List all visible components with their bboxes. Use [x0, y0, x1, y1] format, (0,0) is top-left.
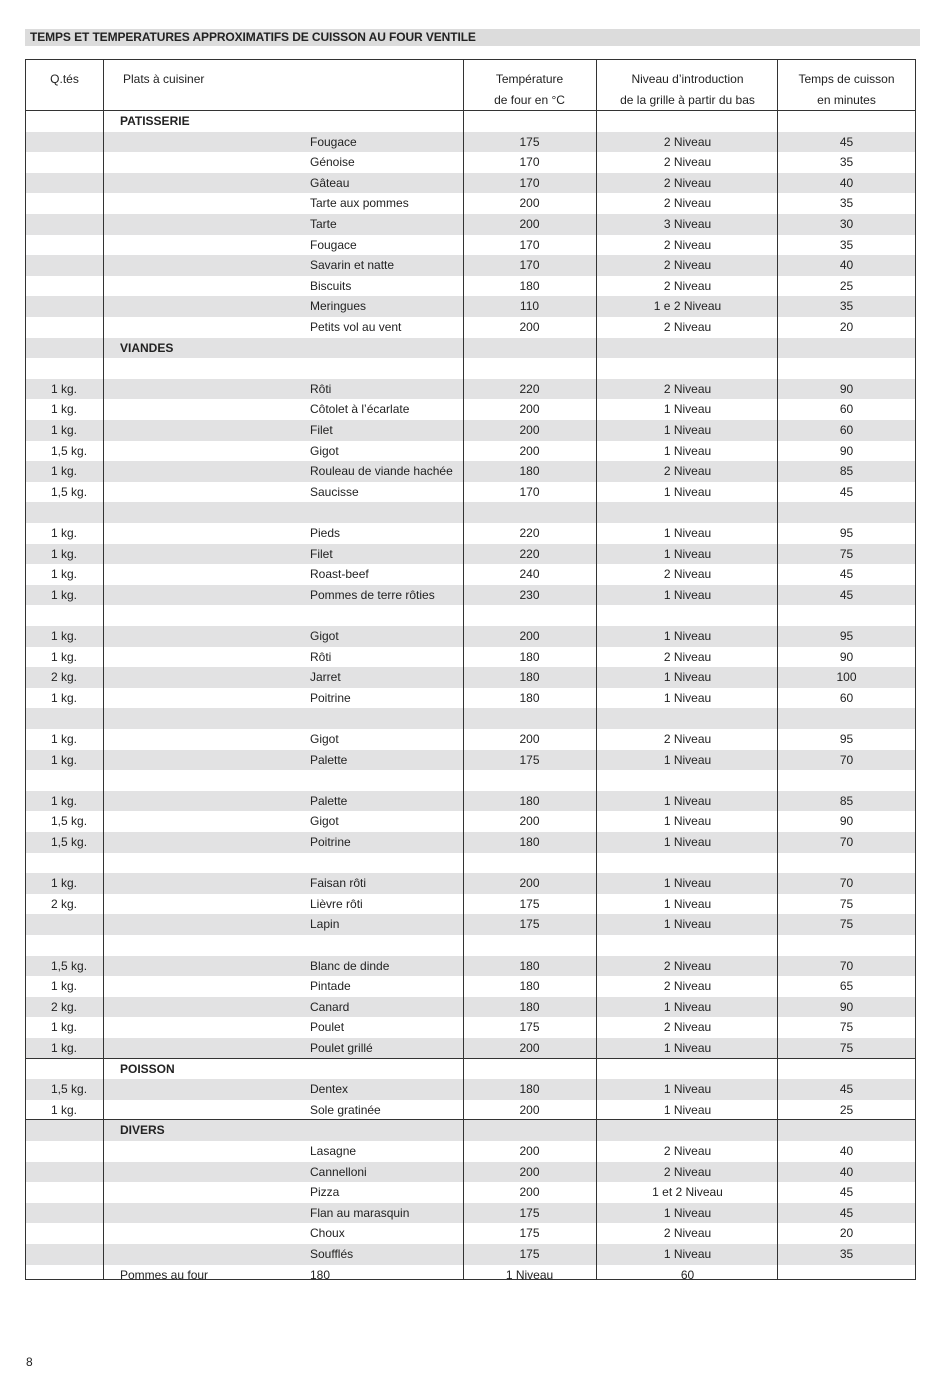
quantity-cell: 1 kg. [51, 402, 78, 417]
time-cell: 90 [839, 814, 854, 829]
quantity-cell: 1 kg. [51, 587, 78, 602]
table-row [26, 1141, 915, 1162]
temperature-cell: 200 [519, 423, 540, 437]
time-cell: 60 [680, 1267, 695, 1282]
time-cell: 45 [839, 1185, 854, 1200]
table-row [26, 853, 915, 874]
table-row [26, 276, 915, 297]
level-cell: 1 Niveau [663, 793, 712, 808]
time-cell: 60 [839, 402, 854, 417]
dish-cell: Gigot [310, 732, 339, 746]
table-row [26, 1182, 915, 1203]
level-cell: 1 Niveau [663, 917, 712, 932]
dish-cell: Fougace [310, 134, 357, 149]
temperature-cell: 175 [519, 1247, 540, 1261]
level-cell: 1 Niveau [663, 1205, 712, 1220]
temperature-cell: 200 [519, 629, 540, 643]
time-cell: 75 [839, 1041, 854, 1055]
dish-cell: Poulet [310, 1020, 345, 1035]
table-row [26, 152, 915, 173]
dish-cell: Génoise [310, 155, 355, 170]
level-cell: 1 Niveau [663, 629, 712, 643]
temperature-cell: 180 [519, 1082, 540, 1097]
level-cell: 1 Niveau [663, 484, 712, 499]
dish-cell: Biscuits [310, 278, 352, 293]
dish-cell: Tarte [310, 217, 337, 231]
quantity-cell: 1,5 kg. [51, 814, 88, 829]
quantity-cell: 1 kg. [51, 526, 78, 540]
time-cell: 25 [839, 1102, 854, 1117]
temperature-cell: 170 [519, 258, 540, 273]
table-row [26, 667, 915, 688]
dish-cell: Canard [310, 999, 350, 1014]
dish-cell: Jarret [310, 670, 341, 685]
table-row [26, 564, 915, 585]
section-row [26, 1059, 915, 1080]
level-cell: 2 Niveau [663, 155, 712, 170]
level-cell: 2 Niveau [663, 175, 712, 190]
temperature-cell: 200 [519, 443, 540, 458]
temperature-cell: 180 [519, 649, 540, 664]
temperature-cell: 220 [519, 381, 540, 396]
dish-cell: Palette [310, 752, 348, 767]
temperature-cell: 180 [519, 835, 540, 849]
temperature-cell: 200 [519, 1041, 540, 1055]
dish-cell: Dentex [310, 1082, 349, 1097]
temperature-cell: 200 [519, 814, 540, 829]
dish-cell: Palette [310, 793, 348, 808]
table-row [26, 255, 915, 276]
level-cell: 2 Niveau [663, 320, 712, 334]
header-temp-2: de four en °C [494, 93, 565, 107]
time-cell: 90 [839, 649, 854, 664]
dish-cell: Choux [310, 1226, 345, 1241]
table-row [26, 750, 915, 771]
dish-cell: Poulet grillé [310, 1041, 373, 1055]
temperature-cell: 170 [519, 175, 540, 190]
temperature-cell: 180 [310, 1267, 331, 1282]
table-row [26, 1100, 915, 1121]
table-row [26, 956, 915, 977]
dish-cell: Fougace [310, 237, 357, 252]
table-row [26, 317, 915, 338]
temperature-cell: 200 [519, 217, 540, 231]
table-row [26, 482, 915, 503]
dish-cell: Pintade [310, 979, 351, 994]
quantity-cell: 1,5 kg. [51, 835, 88, 849]
time-cell: 40 [839, 1164, 854, 1179]
quantity-cell: 1 kg. [51, 464, 78, 479]
temperature-cell: 200 [519, 402, 540, 417]
dish-cell: Poitrine [310, 835, 351, 849]
table-row [26, 461, 915, 482]
level-cell: 1 e 2 Niveau [653, 299, 722, 314]
dish-cell: Roast-beef [310, 567, 369, 582]
quantity-cell: 1 kg. [51, 1041, 78, 1055]
level-cell: 1 Niveau [663, 1041, 712, 1055]
quantity-cell: 1 kg. [51, 1102, 78, 1117]
table-row [26, 914, 915, 935]
quantity-cell: 1 kg. [51, 752, 78, 767]
time-cell: 100 [836, 670, 857, 685]
level-cell: 1 Niveau [663, 876, 712, 891]
table-row [26, 1265, 915, 1286]
level-cell: 2 Niveau [663, 649, 712, 664]
time-cell: 40 [839, 258, 854, 273]
level-cell: 1 Niveau [663, 814, 712, 829]
section-divider [26, 1119, 915, 1120]
table-row [26, 708, 915, 729]
section-row [26, 1120, 915, 1141]
level-cell: 2 Niveau [663, 958, 712, 973]
time-cell: 40 [839, 175, 854, 190]
time-cell: 35 [839, 155, 854, 170]
temperature-cell: 200 [519, 1164, 540, 1179]
time-cell: 70 [839, 752, 854, 767]
time-cell: 30 [839, 217, 854, 231]
level-cell: 2 Niveau [663, 134, 712, 149]
dish-cell: Rouleau de viande hachée [310, 464, 453, 479]
dish-cell: Blanc de dinde [310, 958, 390, 973]
level-cell: 1 Niveau [505, 1267, 554, 1282]
level-cell: 1 Niveau [663, 1082, 712, 1097]
level-cell: 1 Niveau [663, 423, 712, 437]
time-cell: 75 [839, 896, 854, 911]
time-cell: 40 [839, 1144, 854, 1158]
time-cell: 75 [839, 917, 854, 932]
table-row [26, 873, 915, 894]
level-cell: 2 Niveau [663, 278, 712, 293]
time-cell: 85 [839, 793, 854, 808]
quantity-cell: 1 kg. [51, 690, 78, 705]
dish-cell: Pommes au four [120, 1267, 209, 1282]
temperature-cell: 180 [519, 278, 540, 293]
table-row [26, 1038, 915, 1059]
header-time-2: en minutes [817, 93, 876, 107]
quantity-cell: 1 kg. [51, 793, 78, 808]
level-cell: 1 Niveau [663, 752, 712, 767]
temperature-cell: 180 [519, 464, 540, 479]
table-row [26, 358, 915, 379]
temperature-cell: 200 [519, 1185, 540, 1200]
temperature-cell: 240 [519, 567, 540, 582]
dish-cell: Gâteau [310, 175, 350, 190]
page-title: TEMPS ET TEMPERATURES APPROXIMATIFS DE CUISSON AU FOUR VENTILE [30, 30, 476, 44]
level-cell: 1 et 2 Niveau [652, 1185, 723, 1200]
table-row [26, 605, 915, 626]
table-row [26, 1203, 915, 1224]
time-cell: 65 [839, 979, 854, 994]
dish-cell: Soufflés [310, 1247, 354, 1261]
temperature-cell: 180 [519, 958, 540, 973]
section-label: POISSON [120, 1061, 175, 1076]
time-cell: 35 [839, 1247, 854, 1261]
time-cell: 70 [839, 835, 854, 849]
column-divider [103, 60, 104, 1279]
temperature-cell: 170 [519, 237, 540, 252]
time-cell: 70 [839, 958, 854, 973]
quantity-cell: 1,5 kg. [51, 484, 88, 499]
time-cell: 20 [839, 1226, 854, 1241]
level-cell: 1 Niveau [663, 690, 712, 705]
quantity-cell: 1 kg. [51, 567, 78, 582]
time-cell: 95 [839, 732, 854, 746]
column-divider [463, 60, 464, 1279]
level-cell: 1 Niveau [663, 443, 712, 458]
level-cell: 2 Niveau [663, 381, 712, 396]
quantity-cell: 1 kg. [51, 423, 78, 437]
quantity-cell: 1,5 kg. [51, 958, 88, 973]
cooking-table [25, 59, 916, 1280]
table-row [26, 1162, 915, 1183]
table-row [26, 399, 915, 420]
table-row [26, 976, 915, 997]
level-cell: 1 Niveau [663, 670, 712, 685]
time-cell: 45 [839, 567, 854, 582]
table-row [26, 1244, 915, 1265]
table-row [26, 379, 915, 400]
dish-cell: Lapin [310, 917, 340, 932]
level-cell: 2 Niveau [663, 1226, 712, 1241]
temperature-cell: 175 [519, 134, 540, 149]
level-cell: 2 Niveau [663, 1020, 712, 1035]
table-row [26, 420, 915, 441]
time-cell: 45 [839, 1205, 854, 1220]
time-cell: 45 [839, 1082, 854, 1097]
level-cell: 1 Niveau [663, 402, 712, 417]
temperature-cell: 170 [519, 155, 540, 170]
table-row [26, 832, 915, 853]
temperature-cell: 200 [519, 196, 540, 211]
header-level-1: Niveau d’introduction [631, 72, 744, 86]
time-cell: 75 [839, 546, 854, 561]
dish-cell: Filet [310, 546, 333, 561]
level-cell: 1 Niveau [663, 587, 712, 602]
quantity-cell: 1 kg. [51, 732, 78, 746]
column-divider [777, 60, 778, 1279]
table-row [26, 1017, 915, 1038]
level-cell: 2 Niveau [663, 258, 712, 273]
temperature-cell: 230 [519, 587, 540, 602]
time-cell: 90 [839, 381, 854, 396]
temperature-cell: 175 [519, 896, 540, 911]
temperature-cell: 110 [519, 299, 540, 314]
temperature-cell: 175 [519, 1205, 540, 1220]
temperature-cell: 200 [519, 1102, 540, 1117]
table-row [26, 1079, 915, 1100]
quantity-cell: 1 kg. [51, 876, 78, 891]
time-cell: 90 [839, 999, 854, 1014]
dish-cell: Flan au marasquin [310, 1205, 410, 1220]
header-dish: Plats à cuisiner [123, 72, 205, 86]
dish-cell: Sole gratinée [310, 1102, 381, 1117]
section-divider [26, 1058, 915, 1059]
temperature-cell: 175 [519, 1020, 540, 1035]
section-row [26, 111, 915, 132]
temperature-cell: 180 [519, 979, 540, 994]
time-cell: 35 [839, 196, 854, 211]
dish-cell: Petits vol au vent [310, 320, 402, 334]
time-cell: 90 [839, 443, 854, 458]
quantity-cell: 1 kg. [51, 1020, 78, 1035]
quantity-cell: 2 kg. [51, 999, 78, 1014]
table-row [26, 626, 915, 647]
level-cell: 2 Niveau [663, 196, 712, 211]
time-cell: 70 [839, 876, 854, 891]
header-divider [26, 110, 915, 111]
level-cell: 1 Niveau [663, 526, 712, 540]
temperature-cell: 220 [519, 526, 540, 540]
dish-cell: Saucisse [310, 484, 359, 499]
quantity-cell: 2 kg. [51, 670, 78, 685]
section-label: DIVERS [120, 1123, 165, 1138]
temperature-cell: 180 [519, 793, 540, 808]
time-cell: 85 [839, 464, 854, 479]
dish-cell: Côtolet à l’écarlate [310, 402, 410, 417]
page-number: 8 [26, 1355, 33, 1369]
temperature-cell: 175 [519, 1226, 540, 1241]
dish-cell: Pizza [310, 1185, 340, 1200]
level-cell: 1 Niveau [663, 546, 712, 561]
dish-cell: Gigot [310, 814, 339, 829]
level-cell: 2 Niveau [663, 1164, 712, 1179]
level-cell: 2 Niveau [663, 979, 712, 994]
level-cell: 1 Niveau [663, 835, 712, 849]
time-cell: 45 [839, 484, 854, 499]
dish-cell: Lièvre rôti [310, 896, 363, 911]
time-cell: 45 [839, 134, 854, 149]
temperature-cell: 200 [519, 320, 540, 334]
quantity-cell: 1,5 kg. [51, 1082, 88, 1097]
level-cell: 1 Niveau [663, 1102, 712, 1117]
time-cell: 60 [839, 690, 854, 705]
time-cell: 75 [839, 1020, 854, 1035]
quantity-cell: 1,5 kg. [51, 443, 88, 458]
quantity-cell: 1 kg. [51, 546, 78, 561]
temperature-cell: 175 [519, 752, 540, 767]
quantity-cell: 2 kg. [51, 896, 78, 911]
temperature-cell: 200 [519, 876, 540, 891]
level-cell: 1 Niveau [663, 1247, 712, 1261]
time-cell: 25 [839, 278, 854, 293]
table-row [26, 1223, 915, 1244]
level-cell: 2 Niveau [663, 732, 712, 746]
table-row [26, 729, 915, 750]
temperature-cell: 200 [519, 1144, 540, 1158]
temperature-cell: 180 [519, 690, 540, 705]
table-row [26, 296, 915, 317]
temperature-cell: 220 [519, 546, 540, 561]
section-label: VIANDES [120, 340, 174, 355]
table-row [26, 502, 915, 523]
table-row [26, 441, 915, 462]
level-cell: 2 Niveau [663, 567, 712, 582]
temperature-cell: 180 [519, 999, 540, 1014]
time-cell: 20 [839, 320, 854, 334]
temperature-cell: 200 [519, 732, 540, 746]
dish-cell: Gigot [310, 443, 339, 458]
level-cell: 1 Niveau [663, 896, 712, 911]
title-bar [25, 29, 920, 46]
table-row [26, 791, 915, 812]
dish-cell: Pommes de terre rôties [310, 587, 435, 602]
dish-cell: Rôti [310, 381, 332, 396]
dish-cell: Savarin et natte [310, 258, 395, 273]
table-row [26, 214, 915, 235]
table-row [26, 811, 915, 832]
quantity-cell: 1 kg. [51, 649, 78, 664]
dish-cell: Filet [310, 423, 333, 437]
quantity-cell: 1 kg. [51, 979, 78, 994]
temperature-cell: 180 [519, 670, 540, 685]
table-row [26, 894, 915, 915]
dish-cell: Gigot [310, 629, 339, 643]
table-row [26, 770, 915, 791]
dish-cell: Meringues [310, 299, 367, 314]
table-row [26, 132, 915, 153]
level-cell: 2 Niveau [663, 464, 712, 479]
level-cell: 3 Niveau [663, 217, 712, 231]
temperature-cell: 170 [519, 484, 540, 499]
time-cell: 95 [839, 629, 854, 643]
header-temp-1: Température [495, 72, 564, 86]
table-row [26, 647, 915, 668]
time-cell: 95 [839, 526, 854, 540]
header-level-2: de la grille à partir du bas [620, 93, 755, 107]
table-row [26, 997, 915, 1018]
quantity-cell: 1 kg. [51, 629, 78, 643]
dish-cell: Rôti [310, 649, 332, 664]
dish-cell: Pieds [310, 526, 341, 540]
dish-cell: Poitrine [310, 690, 351, 705]
level-cell: 2 Niveau [663, 237, 712, 252]
table-row [26, 193, 915, 214]
table-row [26, 935, 915, 956]
table-row [26, 523, 915, 544]
header-time-1: Temps de cuisson [798, 72, 895, 86]
dish-cell: Cannelloni [310, 1164, 367, 1179]
time-cell: 60 [839, 423, 854, 437]
table-row [26, 544, 915, 565]
time-cell: 35 [839, 237, 854, 252]
dish-cell: Tarte aux pommes [310, 196, 409, 211]
table-row [26, 173, 915, 194]
time-cell: 35 [839, 299, 854, 314]
time-cell: 45 [839, 587, 854, 602]
section-row [26, 338, 915, 359]
table-row [26, 585, 915, 606]
dish-cell: Faisan rôti [310, 876, 367, 891]
section-label: PATISSERIE [120, 114, 190, 128]
table-row [26, 235, 915, 256]
column-divider [596, 60, 597, 1279]
temperature-cell: 175 [519, 917, 540, 932]
table-row [26, 688, 915, 709]
level-cell: 1 Niveau [663, 999, 712, 1014]
quantity-cell: 1 kg. [51, 381, 78, 396]
level-cell: 2 Niveau [663, 1144, 712, 1158]
header-qty: Q.tés [50, 72, 79, 86]
dish-cell: Lasagne [310, 1144, 357, 1158]
